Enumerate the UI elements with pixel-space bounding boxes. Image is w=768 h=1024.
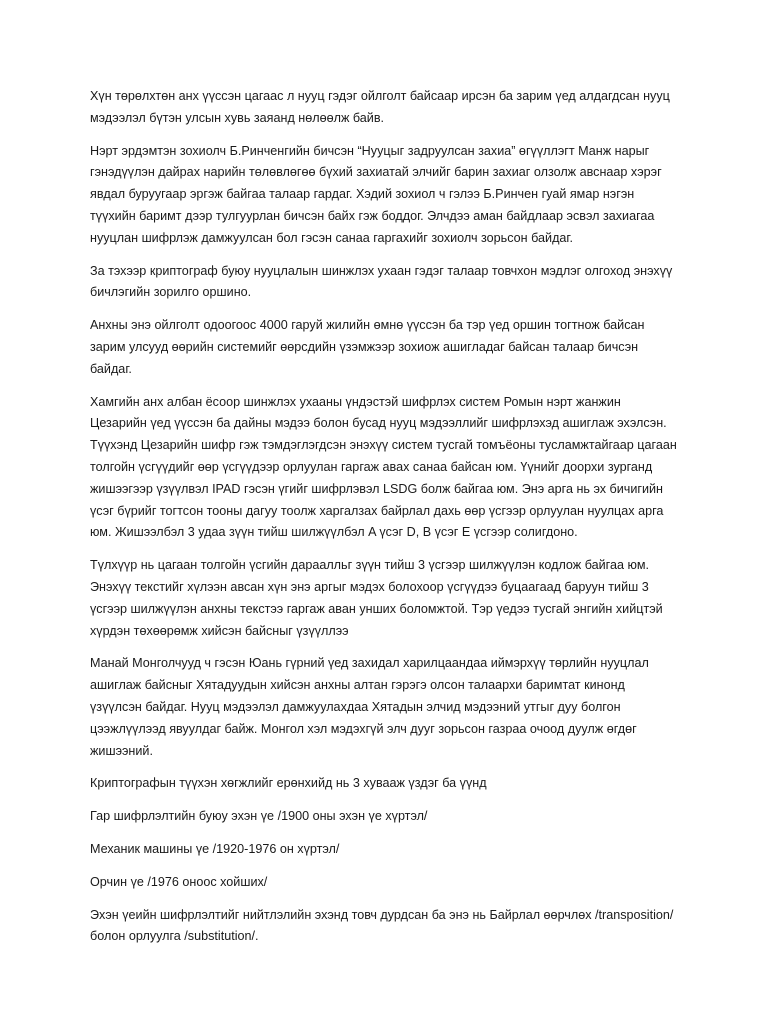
paragraph-key-shift: Түлхүүр нь цагаан толгойн үсгийн дараалльг зүүн тийш 3 үсгээр шилжүүлэн кодлож байгаа юм. Энэхүү текстийг хүлээн авсан хүн энэ аргыг мэдэх болохоор үсгүүдээ буцаагаад баруун тийш 3 үсгээр шилжүүлэн анхны текстээ гаргаж аван унших боломжтой. Тэр үедээ тусгай энгийн хийцтэй хүрдэн төхөөрөмж хийсэн байсныг үзүүллээ — [90, 558, 663, 638]
paragraph-mongols: Манай Монголчууд ч гэсэн Юань гүрний үед захидал харилцаандаа иймэрхүү төрлийн нууцлал ашиглаж байсныг Хятадуудын хийсэн анхны алтан гэрэгэ олсон талаархи баримтат кинонд үзүүлсэн байдаг. Нууц мэдээлэл дамжуулахдаа Хятадын элчид мэдээний утгыг дуу болгон цээжлүүлээд явуулдаг байж. Монгол хэл мэдэхгүй элч дууг зорьсон газраа очоод дуулж өгдөг жишээний. — [90, 656, 649, 758]
list-item-manual-era: Гар шифрлэлтийн буюу эхэн үе /1900 оны эхэн үе хүртэл/ — [90, 809, 428, 824]
paragraph-intro: Хүн төрөлхтөн анх үүссэн цагаас л нууц гэдэг ойлголт байсаар ирсэн ба зарим үед алдагдсан нууц мэдээлэл бүтэн улсын хувь заяанд нөлөөлж байв. — [90, 89, 670, 125]
paragraph-purpose: За тэхээр криптограф буюу нууцлалын шинжлэх ухаан гэдэг талаар товчхон мэдлэг олгоход энэхүү бичлэгийн зорилго оршино. — [90, 263, 673, 300]
paragraph-history-periods: Криптографын түүхэн хөгжлийг ерөнхийд нь 3 хувааж үздэг ба үүнд — [90, 776, 487, 791]
list-item-modern-era: Орчин үе /1976 оноос хойших/ — [90, 874, 268, 889]
paragraph-transposition-substitution: Эхэн үеийн шифрлэлтийг нийтлэлийн эхэнд товч дурдсан ба энэ нь Байрлал өөрчлөх /transposition/ болон орлуулга /substitution/. — [90, 907, 674, 944]
list-item-mechanical-era: Механик машины үе /1920-1976 он хүртэл/ — [90, 841, 340, 856]
paragraph-origin: Анхны энэ ойлголт одоогоос 4000 гаруй жилийн өмнө үүссэн ба тэр үед оршин тогтнож байсан зарим улсууд өөрийн системийг өөрсдийн үзэмжээр зохиож ашигладаг байсан талаар бичсэн байдаг. — [90, 318, 645, 376]
paragraph-caesar-cipher: Хамгийн анх албан ёсоор шинжлэх ухааны үндэстэй шифрлэх систем Ромын нэрт жанжин Цезарийн үед үүссэн ба дайны мэдээ болон бусад нууц мэдээллийг шифрлэхэд ашиглаж эхэлсэн. Түүхэнд Цезарийн шифр гэж тэмдэглэгдсэн энэхүү систем тусгай томъёоны тусламжтайгаар цагаан толгойн үсгүүдийг өөр үсгүүдээр орлуулан гаргаж авах санаа байсан юм. Үүнийг доорхи зурганд жишээгээр үзүүлвэл IPAD гэсэн үгийг шифрлэвэл LSDG болж байгаа юм. Энэ арга нь эх бичигийн үсэг бүрийг тогтсон тооны дагуу тоолж харгалзах байрлал дахь өөр үсгээр орлуулан нуулцах арга юм. Жишээлбэл 3 удаа зүүн тийш шилжүүлбэл A үсэг D, B үсэг E үсгээр солигдоно. — [90, 394, 677, 540]
paragraph-rinchen-story: Нэрт эрдэмтэн зохиолч Б.Ринченгийн бичсэн “Нууцыг задруулсан захиа” өгүүллэгт Манж нарыг гэнэдүүлэн дайрах нарийн төлөвлөгөө бүхий захиатай элчийг барин захиаг олзолж авснаар хэрэг явдал буруугаар эргэж байгаа талаар гардаг. Хэдий зохиол ч гэлээ Б.Ринчен гуай ямар нэгэн түүхийн баримт дээр тулгуурлан бичсэн байх гэж боддог. Элчдээ аман байдлаар эсвэл захиагаа нууцлан шифрлэж дамжуулсан бол гэсэн санаа гаргахийг зохиолч зорьсон байдаг. — [90, 143, 662, 245]
